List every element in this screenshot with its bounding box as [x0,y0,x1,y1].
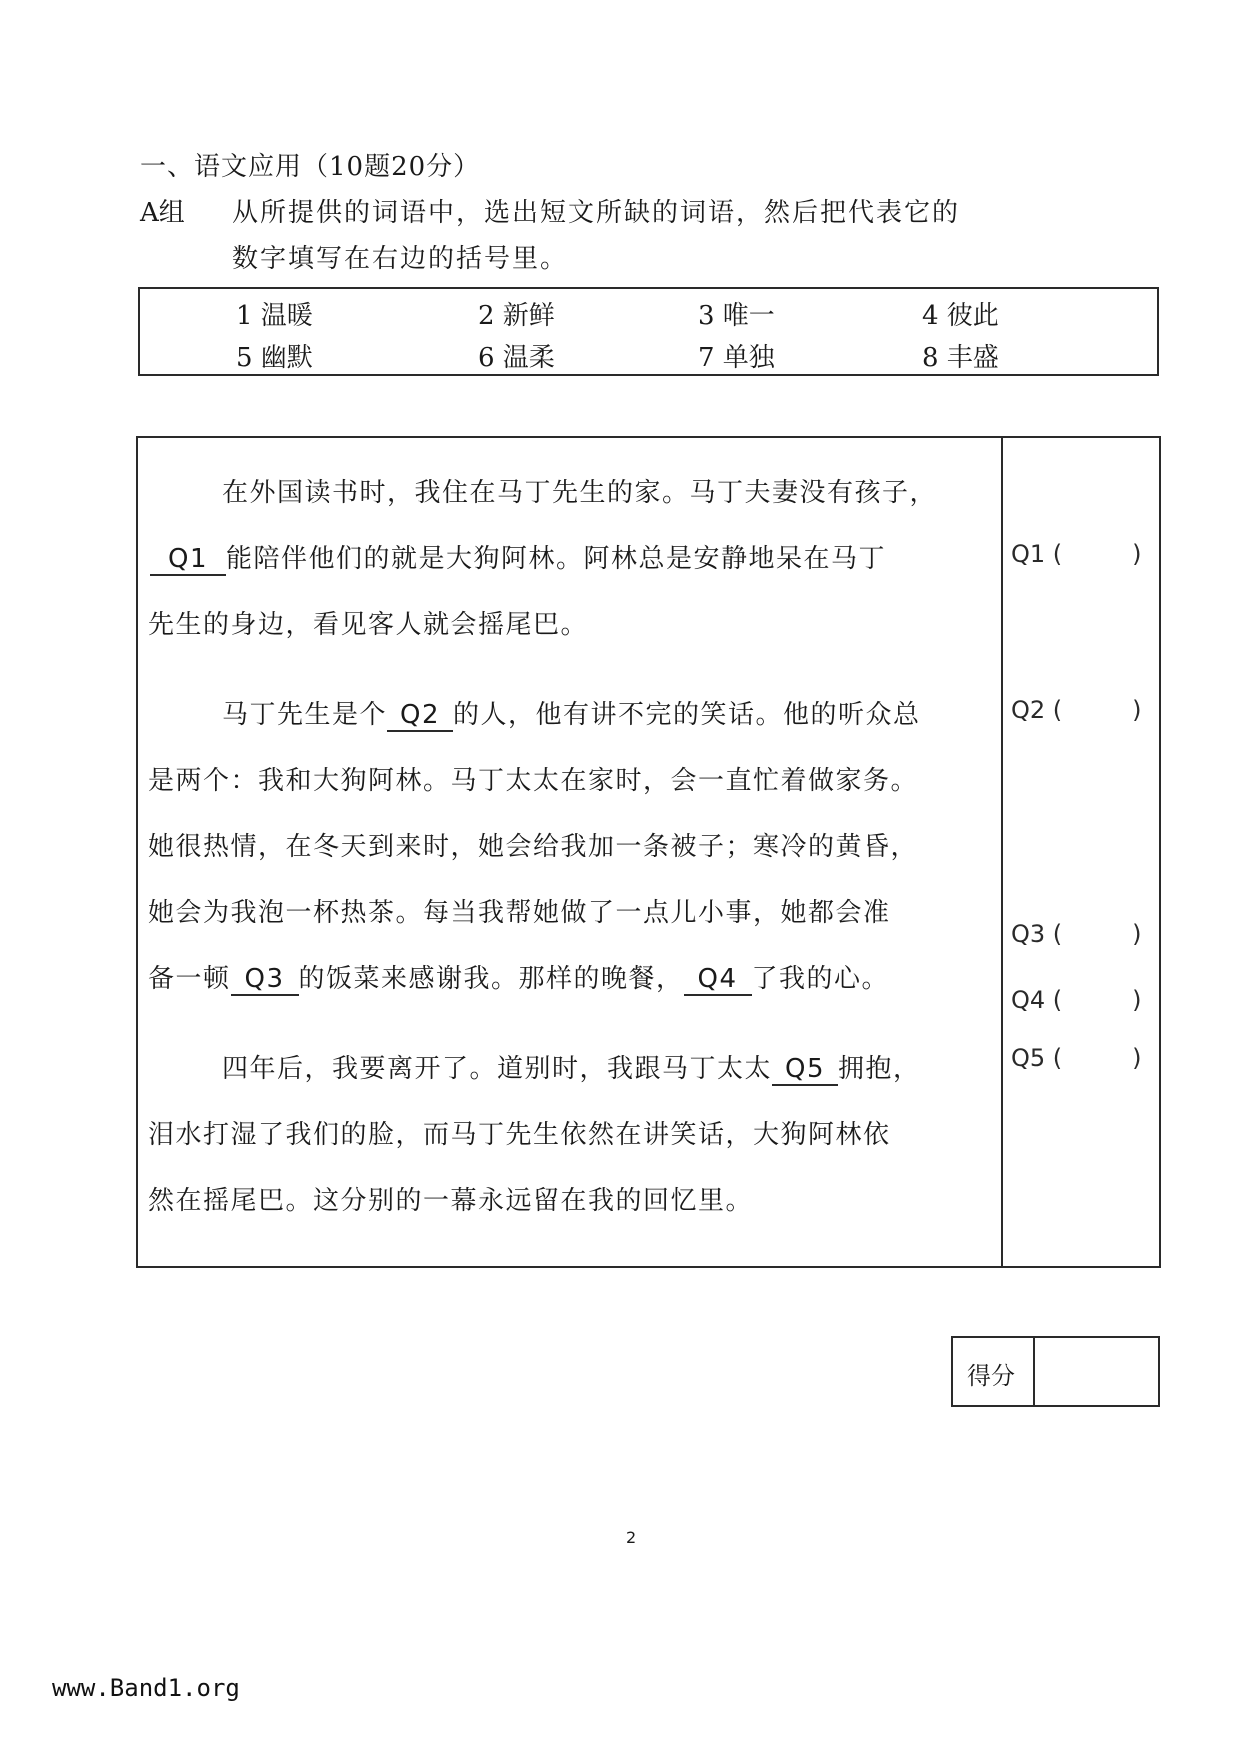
passage-line: 在外国读书时，我住在马丁先生的家。马丁夫妻没有孩子， [222,478,938,508]
answer-column-divider [1001,436,1003,1268]
passage-segment: 的饭菜来感谢我。那样的晚餐， [298,964,684,994]
watermark-url: www.Band1.org [52,1674,240,1702]
blank-q1: Q1 [150,545,226,576]
passage-line: 是两个：我和大狗阿林。马丁太太在家时，会一直忙着做家务。 [148,766,919,796]
blank-q5: Q5 [772,1055,838,1086]
answer-slot-q5[interactable] [1011,1044,1142,1072]
passage-segment: 马丁先生是个 [222,700,388,730]
passage-line [150,538,886,576]
passage-line: 她会为我泡一杯热茶。每当我帮她做了一点儿小事，她都会准 [148,898,891,928]
passage-segment: 备一顿 [148,964,231,994]
score-box [951,1336,1160,1407]
passage-segment: 能陪伴他们的就是大狗阿林。阿林总是安静地呆在马丁 [226,544,887,574]
answer-close: ) [1132,920,1142,948]
word-option: 6 温柔 [478,343,555,373]
passage-segment: 四年后，我要离开了。道别时，我跟马丁太太 [222,1054,773,1084]
passage-line [148,958,889,996]
score-divider [1033,1338,1035,1405]
word-option: 4 彼此 [922,301,999,331]
answer-close: ) [1132,696,1142,724]
group-label: A组 [140,198,185,228]
word-option: 2 新鲜 [478,301,555,331]
word-option: 7 单独 [698,343,775,373]
answer-slot-q4[interactable] [1011,986,1142,1014]
word-option: 8 丰盛 [922,343,999,373]
answer-label: Q4 ( [1011,986,1063,1014]
passage-line: 先生的身边，看见客人就会摇尾巴。 [148,610,589,640]
word-option: 1 温暖 [236,301,313,331]
word-bank [138,287,1159,376]
answer-close: ) [1132,540,1142,568]
passage-line: 她很热情，在冬天到来时，她会给我加一条被子；寒冷的黄昏， [148,832,919,862]
passage-line: 泪水打湿了我们的脸，而马丁先生依然在讲笑话，大狗阿林依 [148,1120,891,1150]
answer-slot-q1[interactable] [1011,540,1142,568]
answer-label: Q3 ( [1011,920,1063,948]
word-option: 5 幽默 [236,343,313,373]
passage-segment: 了我的心。 [751,964,890,994]
answer-label: Q5 ( [1011,1044,1063,1072]
score-label: 得分 [967,1362,1015,1390]
passage-segment: 的人，他有讲不完的笑话。他的听众总 [453,700,921,730]
blank-q3: Q3 [231,965,299,996]
answer-label: Q2 ( [1011,696,1063,724]
word-option: 3 唯一 [698,301,775,331]
answer-slot-q3[interactable] [1011,920,1142,948]
passage-segment: 拥抱， [838,1054,921,1084]
blank-q4: Q4 [684,965,752,996]
answer-slot-q2[interactable] [1011,696,1142,724]
instruction-line-1: 从所提供的词语中，选出短文所缺的词语，然后把代表它的 [232,198,961,228]
blank-q2: Q2 [387,701,453,732]
instruction-line-2: 数字填写在右边的括号里。 [232,244,569,274]
page-number: 2 [626,1528,637,1547]
passage-line: 然在摇尾巴。这分别的一幕永远留在我的回忆里。 [148,1186,754,1216]
answer-close: ) [1132,1044,1142,1072]
answer-close: ) [1132,986,1142,1014]
passage-line [222,694,921,732]
answer-label: Q1 ( [1011,540,1063,568]
section-title: 一、语文应用（10题20分） [140,152,481,182]
passage-line [222,1048,921,1086]
